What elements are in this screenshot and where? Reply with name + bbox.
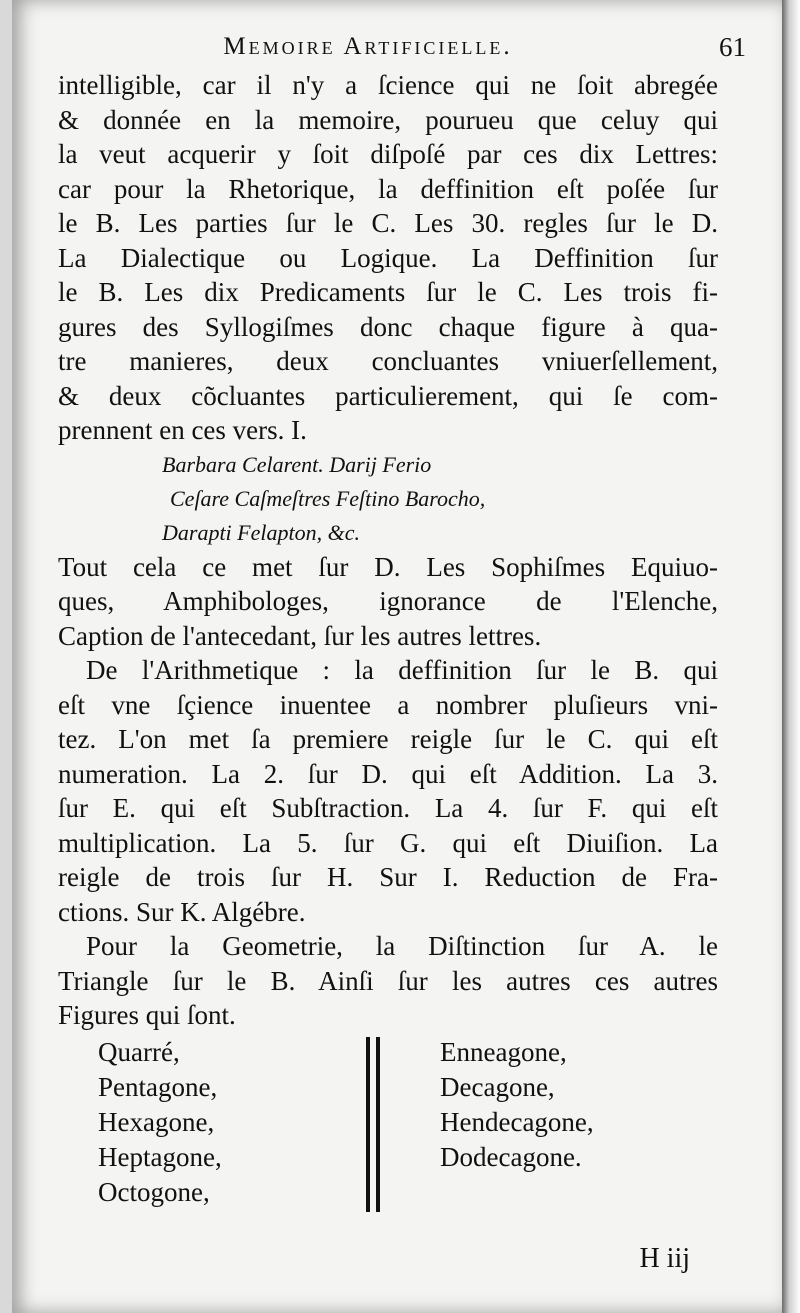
text-line: multiplication. La 5. ſur G. qui eſt Diuiſion. La <box>58 827 718 858</box>
text-line: ctions. Sur K. Algébre. <box>58 896 306 927</box>
figure-item: Quarré, <box>98 1036 180 1067</box>
text-line: Pour la Geometrie, la Diſtinction ſur A. le <box>86 931 718 961</box>
figure-item: Decagone, <box>440 1071 555 1102</box>
figure-item: Heptagone, <box>98 1141 222 1172</box>
signature-mark: H iij <box>639 1243 690 1274</box>
text-line: Tout cela ce met ſur D. Les Sophiſmes Equiuo- <box>58 551 718 582</box>
text-line: & deux cõcluantes particulierement, qui ſe com- <box>58 380 718 411</box>
text-line: reigle de trois ſur H. Sur I. Reduction de Fra- <box>58 862 718 892</box>
paragraph-arithmetic <box>58 653 718 929</box>
text-line: tre manieres, deux concluantes vniuerſellement, <box>58 346 718 376</box>
running-header <box>58 30 746 68</box>
figure-item: Hexagone, <box>98 1106 215 1137</box>
verse-line: Ceſare Caſmeſtres Feſtino Barocho, <box>170 485 486 511</box>
text-line: ques, Amphibologes, ignorance de l'Elenche, <box>58 586 718 616</box>
figure-item: Pentagone, <box>98 1071 218 1102</box>
paragraph-rhetoric-logic <box>58 68 718 448</box>
text-line: car pour la Rhetorique, la deffinition eſt poſée ſur <box>58 173 718 204</box>
text-line: gures des Syllogiſmes donc chaque figure à qua- <box>58 311 718 342</box>
text-line: & donnée en la memoire, pourueu que celuy qui <box>58 104 718 135</box>
page-text <box>58 30 746 1210</box>
figure-item: Octogone, <box>98 1176 210 1207</box>
figures-column-left <box>98 1035 222 1210</box>
text-line: eſt vne ſçience inuentee a nombrer pluſieurs vni- <box>58 689 718 720</box>
text-line: prennent en ces vers. I. <box>58 415 307 445</box>
verse-line: Darapti Felapton, &c. <box>162 519 360 545</box>
page-edge <box>782 0 800 1313</box>
text-line: la veut acquerir y ſoit diſpoſé par ces dix Lettres: <box>58 139 718 169</box>
text-line: tez. L'on met ſa premiere reigle ſur le C. qui eſt <box>58 724 718 754</box>
text-line: La Dialectique ou Logique. La Deffinition ſur <box>58 242 718 273</box>
paragraph-geometry <box>58 929 718 1033</box>
text-line: Figures qui ſont. <box>58 1000 236 1030</box>
text-line: Caption de l'antecedant, ſur les autres lettres. <box>58 620 542 651</box>
verse-line: Barbara Celarent. Darij Ferio <box>162 451 432 477</box>
figures-list <box>58 1035 718 1210</box>
text-line: ſur E. qui eſt Subſtraction. La 4. ſur F. qui eſt <box>58 793 718 823</box>
page-number: 61 <box>719 32 746 62</box>
text-line: De l'Arithmetique : la deffinition ſur le B. qui <box>86 655 718 685</box>
paragraph-sophisms <box>58 550 718 654</box>
figure-item: Enneagone, <box>440 1036 567 1067</box>
figure-item: Dodecagone. <box>440 1141 582 1172</box>
header-title: Memoire Artificielle. <box>223 33 513 60</box>
text-line: intelligible, car il n'y a ſcience qui ne ſoit abregée <box>58 70 718 100</box>
text-line: Triangle ſur le B. Ainſi ſur les autres ces autres <box>58 965 718 996</box>
syllogism-verses <box>58 448 718 550</box>
book-page <box>12 0 782 1313</box>
figure-item: Hendecagone, <box>440 1106 594 1137</box>
text-line: le B. Les dix Predicaments ſur le C. Les trois fi- <box>58 277 718 307</box>
double-rule-divider <box>366 1037 380 1212</box>
text-line: le B. Les parties ſur le C. Les 30. regles ſur le D. <box>58 208 718 238</box>
figures-column-right <box>440 1035 594 1175</box>
text-line: numeration. La 2. ſur D. qui eſt Addition. La 3. <box>58 758 718 789</box>
